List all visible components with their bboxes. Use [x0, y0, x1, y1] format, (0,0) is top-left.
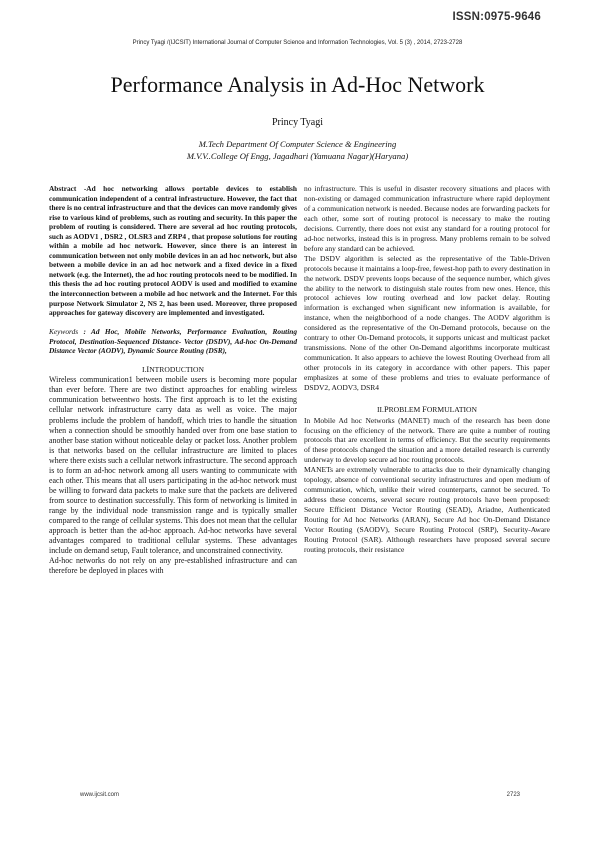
right-column	[304, 184, 550, 555]
problem-paragraph: MANETs are extremely vulnerable to attacks due to their dynamically changing topology, absence of conventional security infrastructures and open medium of communication, which, unlike their wired counterparts, cannot be secured. To address these concerns, several secure routing protocols have been proposed: Secure Efficient Distance Vector Routing (SEAD), Ariadne, Authenticated Routing for Ad hoc Networks (ARAN), Secure Ad hoc On-Demand Distance Vector Routing (SAODV), Secure Routing Protocol (SRP), Security-Aware Routing Protocol (SAR). Although researchers have proposed several secure routing protocols, their resistance	[304, 465, 550, 554]
intro-continued-paragraph: no infrastructure. This is useful in disaster recovery situations and places with non-existing or damaged communication infrastructure where rapid deployment of a communication network is needed. Because nodes are forwarding packets for each other, some sort of routing protocol is necessary to make the routing decisions. Currently, there does not exist any standard for a routing protocol for ad-hoc networks, instead this is in progress. Many problems remain to be solved before any standard can be achieved.	[304, 184, 550, 253]
footer-url: www.ijcsit.com	[80, 792, 120, 798]
issn-label: ISSN:0975-9646	[452, 11, 541, 23]
affiliation-college: M.V.V..College Of Engg, Jagadhari (Yamuana Nagar)(Haryana)	[186, 151, 409, 161]
section-initial: F	[422, 405, 427, 415]
section-numeral: II.	[376, 405, 384, 415]
section-numeral: I.	[141, 364, 147, 374]
intro-continued-paragraph: The DSDV algorithm is selected as the representative of the Table-Driven protocols because it maintains a loop-free, fewest-hop path to every destination in the network. DSDV prevents loops because of the sequence number, which gives the ability to the network to distinguish stale routes from new ones. Hence, this protocol achieves low routing overhead and low packet delay. Routing information is exchanged when significant new information is available, for instance, when the neighborhood of a node changes. The AODV algorithm is considered as the representative of the On-Demand protocols, because on the contrary to other On-Demand protocols, it supports unicast and multicast packet transmissions. None of the other On-Demand algorithms incorporate multicast communication. It also appears to achieve the lowest Routing Overhead from all other protocols in its category in accordance with other papers. This paper emphasizes at some of these problems and tries to evaluate performance of DSDV2, AODV3, DSR4	[304, 253, 550, 393]
keywords-text: : Ad Hoc, Mobile Networks, Performance Evaluation, Routing Protocol, Destination-Sequenced Distance- Vector (DSDV), Ad-hoc On-Demand Distance Vector (AODV), Dynamic Source Routing (DSR),	[49, 327, 297, 356]
section-title-rest: ROBLEM	[388, 405, 423, 415]
intro-paragraph: Wireless communication1 between mobile users is becoming more popular than ever before. There are two distinct approaches for enabling wireless communication betweentwo hosts. The first approach is to let the existing cellular network infrastructure carry data as well as voice. The major problems include the problem of handoff, which tries to handle the situation when a connection should be smoothly handed over from one base station to another base station without noticeable delay or packet loss. Another problem is that networks based on the cellular infrastructure are limited to places where there exists such a cellular network infrastructure. The second approach is to form an ad-hoc network among all users wanting to communicate with each other. This means that all users participating in the ad-hoc network must be willing to forward data packets to make sure that the packets are delivered from source to destination successfully. This form of networking is limited in range by the individual node transmission range and is typically smaller compared to the range of cellular systems. This does not mean that the cellular approach is better than the ad-hoc approach. Ad-hoc networks have several advantages compared to traditional cellular systems. These advantages include on demand setup, Fault tolerance, and unconstrained connectivity.	[49, 375, 297, 556]
paper-title: Performance Analysis in Ad-Hoc Network	[110, 72, 485, 97]
section-title-rest: NTRODUCTION	[149, 364, 205, 374]
affiliation-department: M.Tech Department Of Computer Science & Engineering	[198, 139, 397, 149]
left-column	[49, 184, 297, 576]
section-title-rest: ORMULATION	[426, 405, 478, 415]
keywords-label: Keywords	[49, 327, 79, 337]
footer-page-number: 2723	[506, 792, 520, 798]
keywords	[49, 327, 297, 356]
section-heading-problem-formulation	[304, 405, 550, 415]
intro-paragraph: Ad-hoc networks do not rely on any pre-established infrastructure and can therefore be deployed in places with	[49, 556, 297, 576]
section-heading-introduction	[49, 365, 297, 375]
section-initial: I	[146, 364, 150, 374]
abstract: Abstract -Ad hoc networking allows portable devices to establish communication independent of a central infrastructure. However, the fact that there is no central infrastructure and that the devices can move randomly gives rise to various kind of problems, such as routing and security. In this paper the problem of routing is considered. There are several ad hoc routing protocols, such as AODV1 , DSR2 , OLSR3 and ZRP4 , that propose solutions for routing within a mobile ad hoc network. However, since there is an interest in communication between not only mobile devices in an ad hoc network, but also between a mobile device in an ad hoc network and a fixed device in a fixed network (e.g. the Internet), the ad hoc routing protocols need to be modified. In this thesis the ad hoc routing protocol AODV is used and modified to examine the interconnection between a mobile ad hoc network and the Internet. For this purpose Network Simulator 2, NS 2, has been used. Moreover, three proposed approaches for gateway discovery are implemented and investigated.	[49, 184, 297, 318]
problem-paragraph: In Mobile Ad hoc Networks (MANET) much of the research has been done focusing on the efficiency of the network. There are quite a number of routing protocols that are excellent in terms of efficiency. But the security requirements of these protocols changed the situation and a more detailed research is currently underway to develop secure ad hoc routing protocols.	[304, 415, 550, 465]
section-initial: P	[383, 405, 389, 415]
author-name: Princy Tyagi	[271, 117, 324, 128]
running-header: Princy Tyagi /(IJCSIT) International Journal of Computer Science and Information Technologies, Vol. 5 (3) , 2014, 2723-2728	[132, 40, 463, 46]
